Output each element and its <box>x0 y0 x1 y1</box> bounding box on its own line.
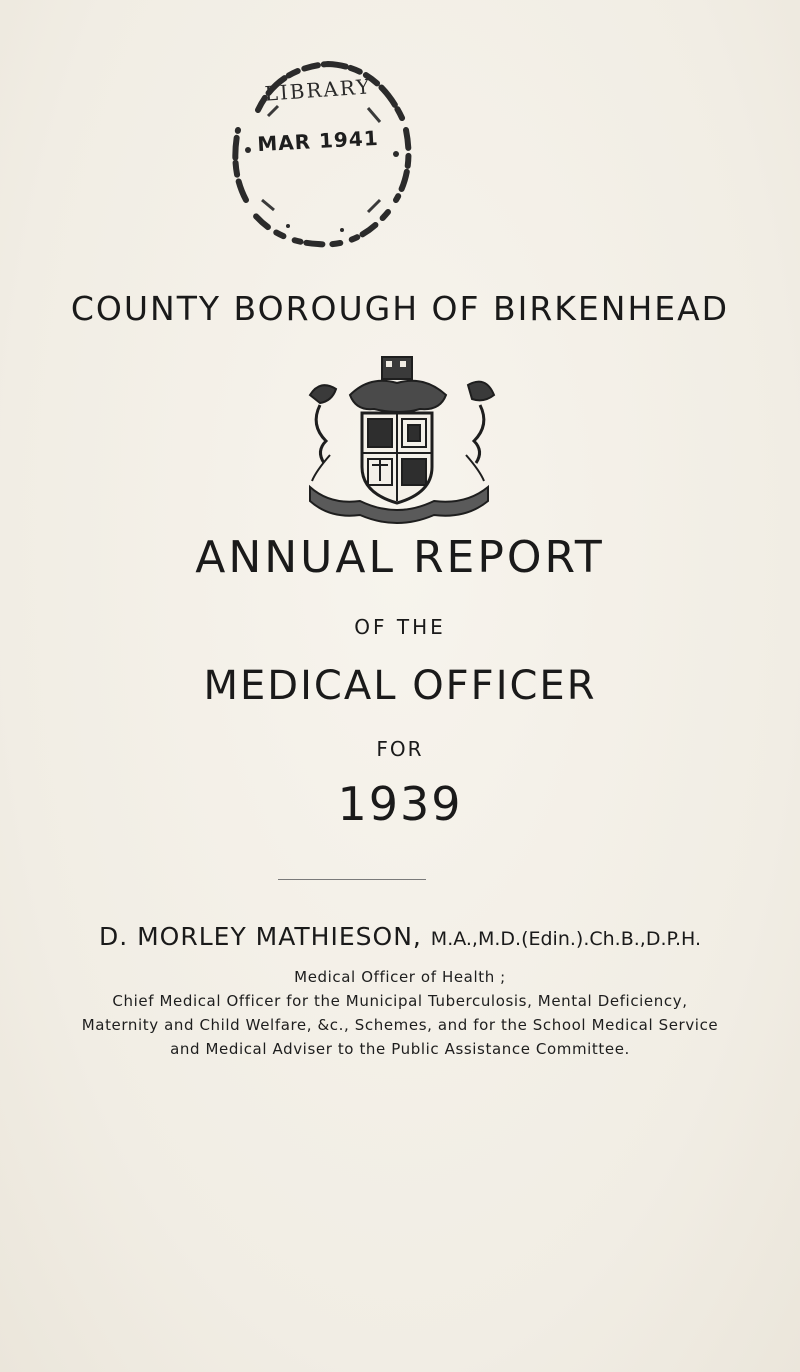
title-medical-officer: MEDICAL OFFICER <box>203 663 597 709</box>
coat-of-arms-icon <box>290 355 510 525</box>
title-for: FOR <box>376 737 424 761</box>
stamp-library-text: LIBRARY <box>263 74 373 106</box>
author-role-line-3: Maternity and Child Welfare, &c., Schemes, and for the School Medical Service <box>81 1016 719 1034</box>
stamp-date: MAR 1941 <box>256 125 380 157</box>
author-role-line-4: and Medical Adviser to the Public Assistance Committee. <box>170 1040 630 1058</box>
author-role-line-1: Medical Officer of Health ; <box>294 968 506 986</box>
library-stamp <box>218 50 418 250</box>
title-of-the: OF THE <box>354 615 446 639</box>
author-role-line-2: Chief Medical Officer for the Municipal Tuberculosis, Mental Deficiency, <box>112 992 688 1010</box>
report-title: ANNUAL REPORT <box>195 532 605 583</box>
author-qualifications: M.A.,M.D.(Edin.).Ch.B.,D.P.H. <box>430 928 702 950</box>
author-name: D. MORLEY MATHIESON, <box>98 922 422 951</box>
author-line <box>0 922 800 951</box>
report-year: 1939 <box>337 777 463 831</box>
divider <box>278 879 426 880</box>
county-heading: COUNTY BOROUGH OF BIRKENHEAD <box>70 289 730 328</box>
